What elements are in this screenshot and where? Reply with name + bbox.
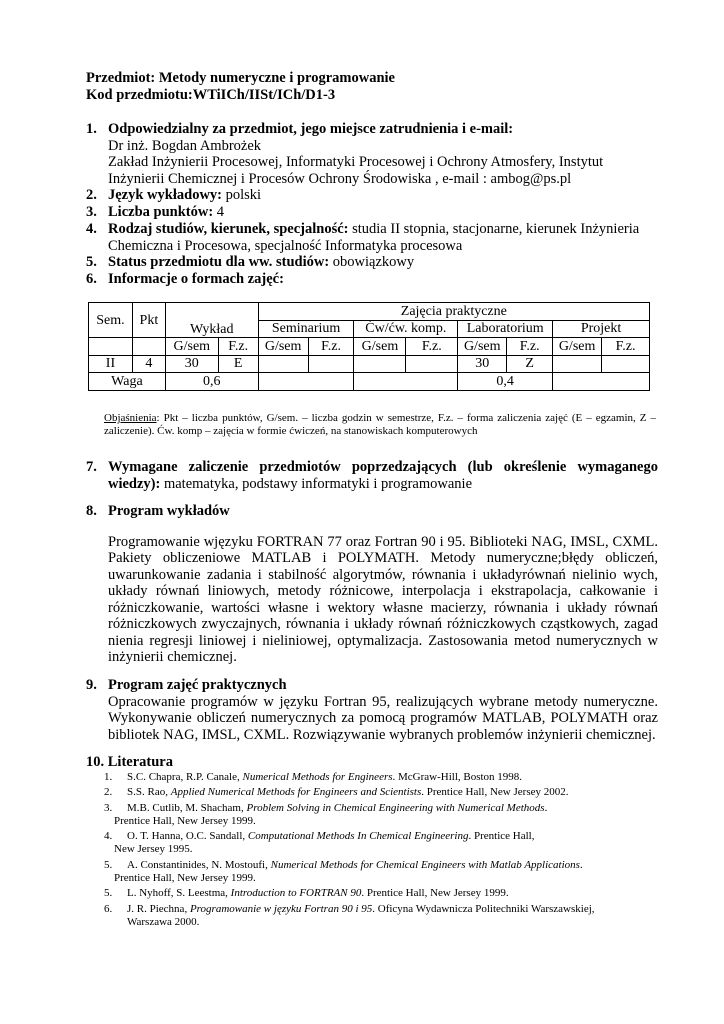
list-item: 1. S.C. Chapra, R.P. Canale, Numerical Methods for Engineers. McGraw-Hill, Boston 1998.: [104, 771, 523, 783]
subheader-fz: F.z.: [218, 338, 258, 356]
header-laboratorium: Laboratorium: [458, 320, 553, 338]
subheader-gsem: G/sem: [553, 338, 602, 356]
section-number: 4.: [86, 221, 97, 237]
section-title: Wymagane zaliczenie przedmiotów poprzedzających (lub określenie wymaganego wiedzy):: [108, 459, 658, 492]
literature-list: [86, 771, 658, 931]
list-item: 6. J. R. Piechna, Programowanie w języku Fortran 90 i 95. Oficyna Wydawnicza Politechniki Warszawskiej, Warszawa 2000.: [104, 902, 595, 928]
section-number: 6.: [86, 271, 97, 287]
section-number: 9.: [86, 677, 97, 693]
section-1: [86, 121, 658, 187]
cell-waga-praktyczne: 0,4: [458, 373, 553, 391]
section-title: 10. Literatura: [86, 754, 173, 770]
table-cell: [602, 355, 650, 373]
header-sem: Sem.: [89, 303, 133, 338]
table-cell: [258, 373, 354, 391]
subheader-gsem: G/sem: [165, 338, 218, 356]
table-cell: [308, 355, 354, 373]
list-item: 4. O. T. Hanna, O.C. Sandall, Computational Methods In Chemical Engineering. Prentice Hall, New Jersey 1995.: [104, 830, 535, 856]
cell-lab-gsem: 30: [458, 355, 507, 373]
section-title: Program wykładów: [108, 503, 230, 519]
list-item: 5. A. Constantinides, N. Mostoufi, Numerical Methods for Chemical Engineers with Matlab Applications. Prentice Hall, New Jersey 1999.: [104, 858, 583, 885]
subject-code: Kod przedmiotu:WTiICh/IISt/ICh/D1-3: [86, 87, 336, 103]
table-row: [89, 303, 650, 321]
section-value: 4: [213, 204, 225, 220]
cell-pkt: 4: [132, 355, 165, 373]
section-7: [86, 459, 658, 492]
section-8: [86, 503, 658, 666]
section-10: [86, 754, 658, 771]
table-row: [89, 373, 650, 391]
list-item: 5. L. Nyhoff, S. Leestma, Introduction to FORTRAN 90. Prentice Hall, New Jersey 1999.: [104, 887, 509, 900]
section-3: [86, 204, 658, 221]
section-title: Odpowiedzialny za przedmiot, jego miejsce zatrudnienia i e-mail:: [108, 121, 514, 137]
cell-waga-wyklad: 0,6: [165, 373, 258, 391]
subheader-fz: F.z.: [507, 338, 553, 356]
section-value: polski: [222, 187, 262, 203]
section-label: Rodzaj studiów, kierunek, specjalność:: [108, 221, 349, 237]
section-value-line-2: Chemiczna i Procesowa, specjalność Informatyka procesowa: [108, 237, 463, 254]
table-row: [89, 355, 650, 373]
section-number: 5.: [86, 254, 97, 270]
cell-lab-fz: Z: [507, 355, 553, 373]
subheader-fz: F.z.: [308, 338, 354, 356]
section-number: 7.: [86, 459, 97, 475]
section-label: Liczba punktów:: [108, 204, 214, 220]
section-5: [86, 254, 658, 271]
table-cell: [132, 338, 165, 356]
section-9: [86, 677, 658, 743]
section-label: Status przedmiotu dla ww. studiów:: [108, 254, 330, 270]
subheader-gsem: G/sem: [354, 338, 406, 356]
explanation-text: : Pkt – liczba punktów, G/sem. – liczba godzin w semestrze, F.z. – forma zaliczenia zajęć (E – egzamin, Z – zaliczenie). Ćw. komp – zajęcia w formie ćwiczeń, na stanowiskach komputerowych: [104, 412, 656, 437]
header-cwiczenia: Ćw/ćw. komp.: [354, 320, 458, 338]
table-cell: [553, 355, 602, 373]
cell-wyklad-gsem: 30: [165, 355, 218, 373]
section-number: 8.: [86, 503, 97, 519]
header-pkt: Pkt: [132, 303, 165, 338]
lecture-program-text: Programowanie wjęzyku FORTRAN 77 oraz Fortran 90 i 95. Biblioteki NAG, IMSL, CXML. Pakiety obliczeniowe MATLAB i POLYMATH. Metody numeryczne;błędy obliczeń, uwarunkowanie zadania i stabilność algorytmów, równania i układyrównań nielinio wych, układy równań liniowych, metody różnicowe, interpolacja i ekstrapolacja, całkowanie i różniczkowanie, wartości własne i wektory własne macierzy, równania i układy równań różniczkowych zwyczajnych, równania i układy równań różniczkowych cząstkowych, zagad nienia regresji liniowej i nieliniowej, optymalizacja. Zastosowania metod numerycznych w inżynierii chemicznej.: [108, 533, 658, 665]
subject-title: Przedmiot: Metody numeryczne i programowanie: [86, 70, 395, 86]
affiliation-line-1: Zakład Inżynierii Procesowej, Informatyki Procesowej i Ochrony Atmosfery, Instytut: [108, 154, 604, 170]
cell-waga-label: Waga: [89, 373, 166, 391]
table-row: [89, 338, 650, 356]
document-header: [86, 70, 395, 104]
section-6: [86, 271, 658, 288]
section-number: 1.: [86, 121, 97, 137]
cell-sem: II: [89, 355, 133, 373]
section-title: Program zajęć praktycznych: [108, 677, 287, 693]
section-value: obowiązkowy: [329, 254, 415, 270]
subheader-fz: F.z.: [602, 338, 650, 356]
table-cell: [89, 338, 133, 356]
section-number: 3.: [86, 204, 97, 220]
class-forms-table: [88, 302, 650, 391]
header-projekt: Projekt: [553, 320, 650, 338]
section-label: Język wykładowy:: [108, 187, 222, 203]
affiliation-line-2: Inżynierii Chemicznej i Procesów Ochrony Środowiska , e-mail : ambog@ps.pl: [108, 170, 572, 187]
responsible-person: Dr inż. Bogdan Ambrożek: [108, 137, 262, 154]
subheader-gsem: G/sem: [258, 338, 308, 356]
header-wyklad: Wykład: [165, 303, 258, 338]
table-cell: [354, 355, 406, 373]
table-cell: [553, 373, 650, 391]
explanation-label: Objaśnienia: [104, 412, 157, 424]
subheader-gsem: G/sem: [458, 338, 507, 356]
section-value-line-1: studia II stopnia, stacjonarne, kierunek Inżynieria: [348, 221, 640, 237]
list-item: 2. S.S. Rao, Applied Numerical Methods for Engineers and Scientists. Prentice Hall, New Jersey 2002.: [104, 786, 569, 799]
table-cell: [354, 373, 458, 391]
header-zajecia-praktyczne: Zajęcia praktyczne: [258, 303, 649, 321]
list-item: 3. M.B. Cutlib, M. Shacham, Problem Solving in Chemical Engineering with Numerical Methods. Prentice Hall, New Jersey 1999.: [104, 801, 548, 827]
practical-program-text: Opracowanie programów w języku Fortran 95, realizujących wybrane metody numeryczne. Wykonywanie obliczeń numerycznych za pomocą programów MATLAB, POLYMATH oraz bibliotek NAG, IMSL, CXML. Rozwiązywanie wybranych problemów inżynierii chemicznej.: [108, 693, 658, 743]
table-cell: [258, 355, 308, 373]
section-label: Informacje o formach zajęć:: [108, 271, 284, 287]
subheader-fz: F.z.: [406, 338, 458, 356]
table-explanation: [104, 412, 656, 438]
header-seminarium: Seminarium: [258, 320, 354, 338]
cell-wyklad-fz: E: [218, 355, 258, 373]
table-cell: [406, 355, 458, 373]
section-2: [86, 187, 658, 204]
section-value: matematyka, podstawy informatyki i programowanie: [160, 475, 473, 492]
section-number: 2.: [86, 187, 97, 203]
section-4: [86, 221, 658, 254]
